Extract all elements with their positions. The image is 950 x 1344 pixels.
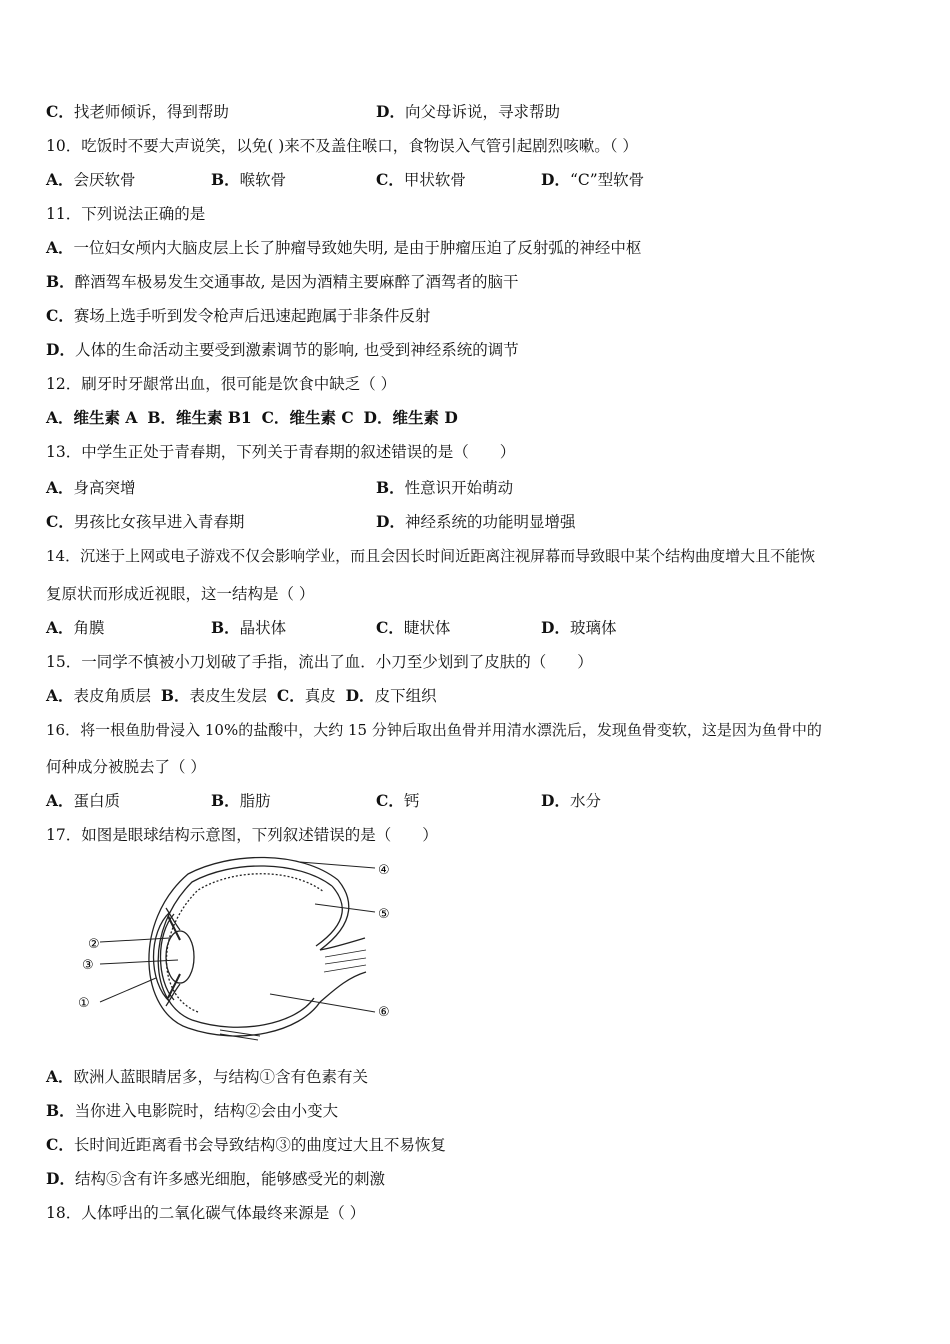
option-letter: C． [46, 306, 74, 325]
option-letter: C． [276, 686, 305, 705]
option-text: 身高突增 [73, 479, 136, 497]
eyeball-diagram [70, 852, 410, 1042]
q16-option-b [211, 791, 271, 811]
q16-option-c [376, 791, 419, 811]
option-text: 当你进入电影院时，结构②会由小变大 [74, 1102, 339, 1120]
option-text: 会厌软骨 [73, 171, 136, 189]
option-letter: A． [46, 1067, 74, 1086]
label-2: ② [88, 937, 100, 952]
option-text: 甲状软骨 [403, 171, 466, 189]
option-letter: D． [541, 618, 570, 637]
option-text: 欧洲人蓝眼睛居多，与结构①含有色素有关 [73, 1068, 369, 1086]
option-letter: A． [46, 478, 74, 497]
option-text: 晶状体 [239, 619, 287, 637]
option-letter: B． [160, 686, 190, 705]
option-text: 一位妇女颅内大脑皮层上长了肿瘤导致她失明, 是由于肿瘤压迫了反射弧的神经中枢 [73, 239, 642, 257]
q13-option-c [46, 512, 244, 532]
option-letter: B． [376, 478, 405, 497]
q13-option-a [46, 478, 136, 498]
option-text: 男孩比女孩早进入青春期 [73, 513, 245, 531]
q14-option-a [46, 618, 105, 638]
option-letter: C． [376, 618, 404, 637]
q18-stem: 18．人体呼出的二氧化碳气体最终来源是（ ） [46, 1204, 366, 1222]
option-text: 维生素 B1 [175, 408, 252, 427]
q15-stem: 15．一同学不慎被小刀划破了手指，流出了血．小刀至少划到了皮肤的（ ） [46, 653, 593, 671]
q16-stem-line1: 16．将一根鱼肋骨浸入 10%的盐酸中，大约 15 分钟后取出鱼骨并用清水漂洗后，发现鱼骨变软，这是因为鱼骨中的 [46, 721, 822, 739]
option-text: 结构⑤含有许多感光细胞，能够感受光的刺激 [74, 1170, 385, 1188]
q9-option-d [376, 102, 560, 122]
q11-option-b [46, 272, 518, 292]
option-letter: A． [46, 618, 74, 637]
option-text: 向父母诉说，寻求帮助 [404, 103, 560, 121]
q17-option-c [46, 1135, 446, 1155]
option-text: 找老师倾诉，得到帮助 [73, 103, 229, 121]
option-text: 赛场上选手听到发令枪声后迅速起跑属于非条件反射 [73, 307, 431, 325]
q11-stem: 11．下列说法正确的是 [46, 205, 206, 223]
q14-stem-line2: 复原状而形成近视眼，这一结构是（ ） [46, 585, 315, 603]
option-letter: A． [46, 408, 74, 427]
label-1: ① [78, 996, 90, 1011]
q13-stem: 13．中学生正处于青春期，下列关于青春期的叙述错误的是（ ） [46, 443, 516, 461]
q10-option-b [211, 170, 286, 190]
option-letter: D． [541, 791, 570, 810]
q17-option-a [46, 1067, 368, 1087]
q11-option-d [46, 340, 519, 360]
option-letter: B． [147, 408, 176, 427]
option-text: 真皮 [304, 687, 336, 705]
label-6: ⑥ [378, 1005, 390, 1020]
option-text: 维生素 A [73, 408, 138, 427]
option-text: 表皮角质层 [73, 687, 152, 705]
q10-option-d [541, 170, 644, 190]
option-letter: D． [376, 102, 405, 121]
q14-option-c [376, 618, 450, 638]
option-letter: C． [376, 791, 404, 810]
option-text: 蛋白质 [73, 792, 121, 810]
q11-option-a [46, 238, 641, 258]
option-text: 人体的生命活动主要受到激素调节的影响, 也受到神经系统的调节 [74, 341, 519, 359]
option-text: 睫状体 [403, 619, 451, 637]
q14-stem-line1: 14．沉迷于上网或电子游戏不仅会影响学业，而且会因长时间近距离注视屏幕而导致眼中某个结构曲度增大且不能恢 [46, 547, 816, 565]
q9-option-c [46, 102, 229, 122]
q13-option-b [376, 478, 513, 498]
option-text: 喉软骨 [239, 171, 287, 189]
option-letter: B． [46, 1101, 75, 1120]
option-letter: D． [541, 170, 570, 189]
option-text: 醉酒驾车极易发生交通事故, 是因为酒精主要麻醉了酒驾者的脑干 [74, 273, 519, 291]
q17-option-d [46, 1169, 385, 1189]
option-letter: A． [46, 238, 74, 257]
q10-option-c [376, 170, 466, 190]
option-text: 长时间近距离看书会导致结构③的曲度过大且不易恢复 [73, 1136, 446, 1154]
option-letter: A． [46, 791, 74, 810]
option-letter: B． [211, 791, 240, 810]
option-letter: B． [211, 618, 240, 637]
option-letter: C． [261, 408, 290, 427]
option-letter: D． [376, 512, 405, 531]
option-letter: C． [376, 170, 404, 189]
option-letter: C． [46, 1135, 74, 1154]
option-letter: A． [46, 170, 74, 189]
q17-option-b [46, 1101, 338, 1121]
option-text: 水分 [569, 792, 601, 810]
option-letter: A． [46, 686, 74, 705]
option-letter: B． [211, 170, 240, 189]
q16-option-d [541, 791, 601, 811]
option-text: 性意识开始萌动 [404, 479, 514, 497]
option-text: “C”型软骨 [569, 171, 645, 189]
option-letter: D． [46, 1169, 75, 1188]
q14-option-d [541, 618, 616, 638]
label-4: ④ [378, 863, 390, 878]
option-letter: D． [345, 686, 375, 705]
label-3: ③ [82, 958, 94, 973]
q12-stem: 12．刷牙时牙龈常出血，很可能是饮食中缺乏（ ） [46, 375, 397, 393]
option-letter: C． [46, 512, 74, 531]
option-letter: D． [46, 340, 75, 359]
q10-option-a [46, 170, 136, 190]
q12-options [46, 408, 458, 428]
q16-stem-line2: 何种成分被脱去了（ ） [46, 758, 206, 776]
q15-options [46, 686, 437, 706]
option-text: 维生素 D [392, 408, 458, 427]
q13-option-d [376, 512, 575, 532]
option-text: 玻璃体 [569, 619, 617, 637]
option-text: 表皮生发层 [189, 687, 268, 705]
option-letter: D． [363, 408, 393, 427]
option-text: 维生素 C [289, 408, 354, 427]
q10-stem: 10．吃饭时不要大声说笑，以免( )来不及盖住喉口，食物误入气管引起剧烈咳嗽。（ ） [46, 137, 638, 155]
q11-option-c [46, 306, 430, 326]
option-text: 钙 [403, 792, 420, 810]
q17-stem: 17．如图是眼球结构示意图，下列叙述错误的是（ ） [46, 826, 438, 844]
option-text: 角膜 [73, 619, 105, 637]
option-text: 脂肪 [239, 792, 271, 810]
option-letter: C． [46, 102, 74, 121]
label-5: ⑤ [378, 907, 390, 922]
q16-option-a [46, 791, 120, 811]
option-text: 皮下组织 [374, 687, 437, 705]
option-letter: B． [46, 272, 75, 291]
q14-option-b [211, 618, 286, 638]
option-text: 神经系统的功能明显增强 [404, 513, 576, 531]
